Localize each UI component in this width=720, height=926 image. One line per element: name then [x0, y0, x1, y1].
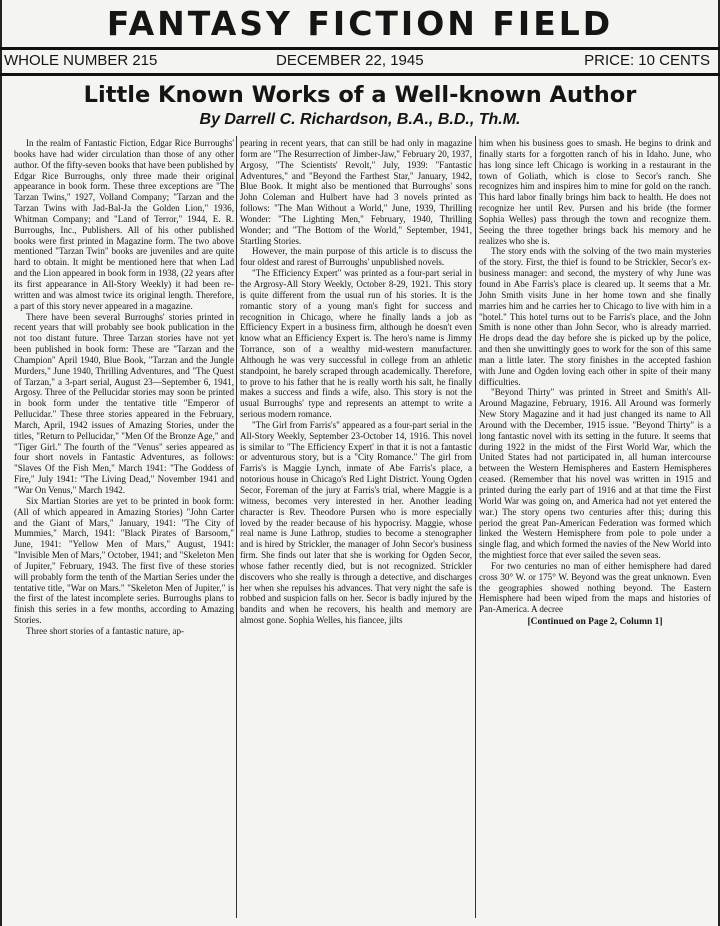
paragraph: pearing in recent years, that can still be had only in magazine form are "The Resurrection of Jimber-Jaw," February 20, 1937, Argosy, "The Scientists' Revolt," July, 1939: "Fantastic Adventures," and "Beyond the Farthest Star," January, 1942, Blue Book. It might also be mentioned that Burroughs' sons John Coleman and Hulbert have had 3 novels printed as follows: "The Man Without a World," June, 1939, Thrilling Wonder: "The Lighting Men," February, 1940, Thrilling Wonder; and "The Bottom of the World," September, 1941, Startling Stories. — [240, 138, 472, 246]
column-divider-1 — [236, 136, 237, 918]
paragraph: him when his business goes to smash. He begins to drink and finally starts for a forgotten ranch of his in Idaho. June, who has long since left Chicago is working in a restaurant in the town of Goliath, which is close to Secor's ranch. She recognizes him and inspires him to mine for gold on the ranch. This hard labor finally brings him back to health. He does not recognize her until Rev. Pursen and his bride (the former Sophia Welles) pass through the town and recognize them. Seeing the three together brings back his memory and he realizes who she is. — [479, 138, 711, 246]
paragraph: "The Girl from Farris's" appeared as a four-part serial in the All-Story Weekly, September 23-October 14, 1916. This novel is similar to "The Efficiency Expert' in that it is not a fantastic or adventurous story, but is a "City Romance." The girl from Farris's is Maggie Lynch, inmate of Abe Farris's place, a notorious house in Chicago's Red Light District. Young Ogden Secor, Foreman of the jury at Farris's trial, where Maggie is a witness, becomes very interested in her. Another leading character is Rev. Theodore Pursen who is more especially loved by the reader because of his hypocrisy. Maggie, whose real name is June Lathrop, studies to become a stenographer and is hired by Strickler, the manager of John Secor's business firm. She finds out later that she is working for Ogden Secor, whose father recently died, but is not recognized. Strickler discovers who she really is through a detective, and discharges her when she repulses his advances. That very night the safe is robbed and suspicion falls on her. Secor is badly injured by the bandits and when he recovers, his health and memory are almost gone. Sophia Welles, his fiancee, jilts — [240, 419, 472, 626]
column-divider-2 — [475, 136, 476, 918]
paragraph: "Beyond Thirty" was printed in Street and Smith's All-Around Magazine, February, 1916. All Around was formerly New Story Magazine and it had just changed its name to All Around with the December, 1915 issue. "Beyond Thirty" is a long fantastic novel with its setting in the future. It seems that during 1922 in the midst of the First World War, which the United States had not participated in, all human intercourse between the Western Hemispheres and Eastern Hemispheres ceased. (Remember that his novel was written in 1915 and printed during the early part of 1916 and at that time the First World War was going on, and America had not yet entered the war.) The story opens two centuries after this; during this period the great Pan-American Federation was formed which linked the Western Hemisphere from pole to pole under a single flag, and which formed the navies of the New World into the mightiest force that ever sailed the seven seas. — [479, 387, 711, 561]
issue-info-row — [0, 50, 720, 72]
issue-date: DECEMBER 22, 1945 — [276, 52, 424, 69]
paragraph: The story ends with the solving of the two main mysteries of the story. First, the thief is found to be Strickler, Secor's ex-business manager: and second, the mystery of why June was found in Abe Farris's place is cleared up. It seems that a Mr. John Smith visits June in her home town and she finally marries him and he carries her to Chicago to live with him in a "hotel." This hotel turns out to be Farris's place, and the John Smith is none other than John Secor, who is already married. He drops dead the day before she is picked up by the police, and then she unwittingly goes to work for the son of this same man a little later. The story finishes in the accepted fashion with June and Ogden loving each other in spite of their many difficulties. — [479, 246, 711, 387]
masthead-rule-bottom — [0, 73, 720, 76]
article-column-3 — [479, 138, 711, 918]
paragraph: Six Martian Stories are yet to be printed in book form: (All of which appeared in Amazing Stories) "John Carter and the Giant of Mars," January, 1941: "The City of Mummies," March, 1941: "Black Pirates of Barsoom," June, 1941: "Yellow Men of Mars," August, 1941: "Invisible Men of Mars," October, 1941; and "Skeleton Men of Jupiter," February, 1943. The first five of these stories will probably form the tenth of the Martian Series under the tentative title, "War on Mars." "Skeleton Men of Jupiter," is the first of the latest incomplete series. Burroughs plans to finish this series in a few months, according to Amazing Stories. — [14, 495, 234, 626]
paragraph: However, the main purpose of this article is to discuss the four oldest and rarest of Burroughs' unpublished novels. — [240, 246, 472, 268]
paragraph: In the realm of Fantastic Fiction, Edgar Rice Burroughs' books have had wider circulation than those of any other author. Of the fifty-seven books that have been published by Edgar Rice Burroughs, only three made their original appearance in book form. These three exceptions are "The Tarzan Twins," 1927, Volland Company; "Tarzan and the Tarzan Twins with Jad-Bal-Ja the Golden Lion," 1936, Whitman Company; and "Land of Terror," 1944, E. R. Burroughs, Inc., Publishers. All of his other published books were first printed in Magazine form. The two above mentioned "Tarzan Twin" books are juveniles and are quite hard to obtain. It might be mentioned here that when Lad and the Lion appeared in book form in 1938, (22 years after its first appearance in All-Story Weekly) it had been re-written and was almost twice its original length. Therefore, a part of this story never appeared in a magazine. — [14, 138, 234, 311]
paragraph: For two centuries no man of either hemisphere had dared cross 30° W. or 175° W. Beyond was the great unknown. Even the geographies showed nothing beyond. The Eastern Hemisphere had been wiped from the maps and histories of Pan-America. A decree — [479, 560, 711, 615]
masthead-title: FANTASY FICTION FIELD — [106, 4, 614, 43]
paragraph: Three short stories of a fantastic nature, ap- — [26, 625, 185, 636]
article-headline: Little Known Works of a Well-known Author — [83, 82, 637, 108]
article-column-2 — [240, 138, 472, 918]
article-byline: By Darrell C. Richardson, B.A., B.D., Th.M. — [199, 111, 521, 128]
paragraph: "The Efficiency Expert" was printed as a four-part serial in the Argrosy-All Story Weekly, October 8-29, 1921. This story is quite different from the usual run of his stories. It is the romantic story of a young man's fight for success and recognition in Chicago, where he finally lands a job as Efficiency Expert in a business firm, although he doesn't even know what an Efficiency Expert is. The hero's name is Jimmy Torrance, son of a wealthy mid-western manufacturer. Although he was very successful in college from an athletic standpoint, he barely scraped through academically. Therefore, to prove to his father that he is really worth his salt, he finally makes a success and finds a wife, also. This story is not the usual Burroughs' type and represents an attempt to write a serious modern romance. — [240, 268, 472, 420]
article-column-1 — [14, 138, 234, 918]
paragraph: There have been several Burroughs' stories printed in recent years that will probably see book publication in the not too distant future. Three Tarzan stories have not yet been published in book form: These are "Tarzan and the Champion" April 1940, Blue Book, "Tarzan and the Jungle Murders," June 1940, Thrilling Adventures, and "The Quest of Tarzan," a 3-part serial, August 23—September 6, 1941, Argosy. Three of the Pellucidar stories may soon be printed in book form under the tentative title "Emperor of Pellucidar." These three stories appeared in the February, March, April, 1942 issues of Amazing Stories, under the titles, "Return to Pellucidar," "Men Of the Bronze Age," and "Tiger Girl." The fourth of the "Venus" series appeared as four short novels in Fantastic Adventures, as follows: "Slaves Of the Fish Men," March 1941: "The Goddess of Fire," July 1941: "The Living Dead," November 1941 and "War On Venus," March 1942. — [14, 311, 234, 495]
issue-number: WHOLE NUMBER 215 — [4, 52, 158, 69]
issue-price: PRICE: 10 CENTS — [584, 52, 710, 69]
page-left-edge — [0, 0, 2, 926]
continued-notice: [Continued on Page 2, Column 1] — [527, 617, 663, 628]
